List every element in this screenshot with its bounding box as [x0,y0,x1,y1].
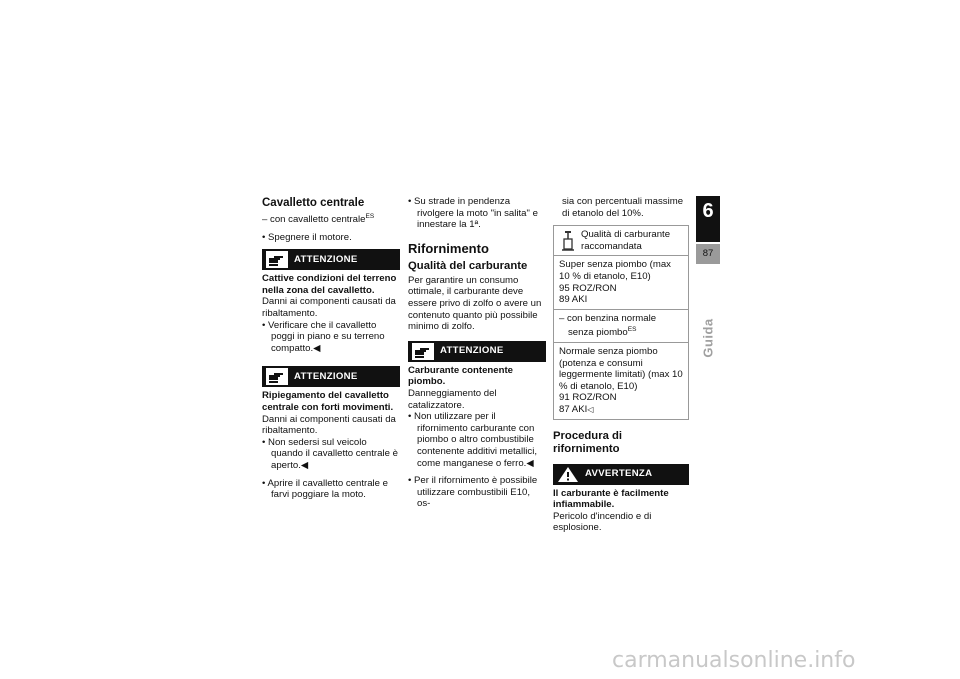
hand-notice-icon [412,343,434,360]
warning-text: Danni ai componenti causati da ribaltamento. [262,413,396,437]
attention-banner: ATTENZIONE [408,341,546,362]
table-header-row [554,226,688,255]
table-row: – con benzina normale senza piombo$^{ES}$ [554,309,688,342]
subsection-title-procedura: Procedura di rifornimento [553,429,623,455]
warning-triangle-icon [557,466,579,483]
warning-text: Danni ai componenti causati da ribaltamento. [262,296,396,319]
bullet-item: • Aprire il cavalletto centrale e farvi poggiare la moto. [262,477,389,501]
fuel-pump-icon [561,230,575,252]
watermark: carmanualsonline.info [612,648,856,673]
side-label: Guida [700,318,716,358]
end-marker: ◁ [587,404,594,414]
warning-text: Pericolo d'incendio e di esplosione. [553,510,652,534]
attention-banner: ATTENZIONE [262,366,400,387]
section-title-rifornimento: Rifornimento [408,240,489,256]
bullet-item: • Non sedersi sul veicolo quando il cavalletto centrale è aperto.◀ [262,436,398,471]
warning-text: Danneggiamento del catalizzatore. [408,387,497,411]
option-superscript: ES [627,326,637,334]
bullet-item: • Per il rifornimento è possibile utilizzare combustibili E10, os- [408,475,538,510]
bullet-item: • Non utilizzare per il rifornimento carburante con piombo o altro combustibile contenente additivi metallici, come manganese o ferro.◀ [408,411,537,469]
paragraph-continued: sia con percentuali massime di etanolo del 10%. [562,196,684,219]
fuel-table [553,225,689,419]
bullet-item: • Spegnere il motore. [262,231,352,243]
hand-notice-icon [266,368,288,385]
option-superscript: ES [365,213,375,220]
chapter-number: 6 [702,200,714,222]
hand-notice-icon [266,251,288,268]
table-header-text: Qualità di carburante raccomandata [581,229,671,252]
paragraph: Per garantire un consumo ottimale, il carburante deve essere privo di zolfo o avere un contenuto quanto più possibile minimo di zolfo. [408,274,542,333]
dash-item: – con cavalletto centrale$^{ES}$ [262,213,375,225]
column-1 [262,196,400,501]
warning-heading: Ripiegamento del cavalletto centrale con forti movimenti. [262,390,394,413]
warning-heading: Il carburante è facilmente infiammabile. [553,487,669,511]
section-title-cavalletto: Cavalletto centrale [262,197,365,209]
column-2 [408,196,546,510]
page-number: 87 [696,244,720,264]
subsection-title-qualita: Qualità del carburante [408,259,528,272]
attention-banner: ATTENZIONE [262,249,400,270]
chapter-tab [696,196,720,259]
warning-heading: Cattive condizioni del terreno nella zona del cavalletto. [262,273,397,296]
bullet-item: • Su strade in pendenza rivolgere la moto "in salita" e innestare la 1ª. [408,196,538,231]
bullet-item: • Verificare che il cavalletto poggi in piano e su terreno compatto.◀ [262,319,385,354]
column-3 [553,196,689,534]
warning-banner: AVVERTENZA [553,464,689,485]
warning-heading: Carburante contenente piombo. [408,364,514,388]
table-row: Normale senza piombo (potenza e consumi leggermente limitati) (max 10 % di etanolo, E10) 91 ROZ/RON 87 AKI◁ [554,342,688,419]
table-row: Super senza piombo (max 10 % di etanolo, E10) 95 ROZ/RON 89 AKI [554,255,688,308]
